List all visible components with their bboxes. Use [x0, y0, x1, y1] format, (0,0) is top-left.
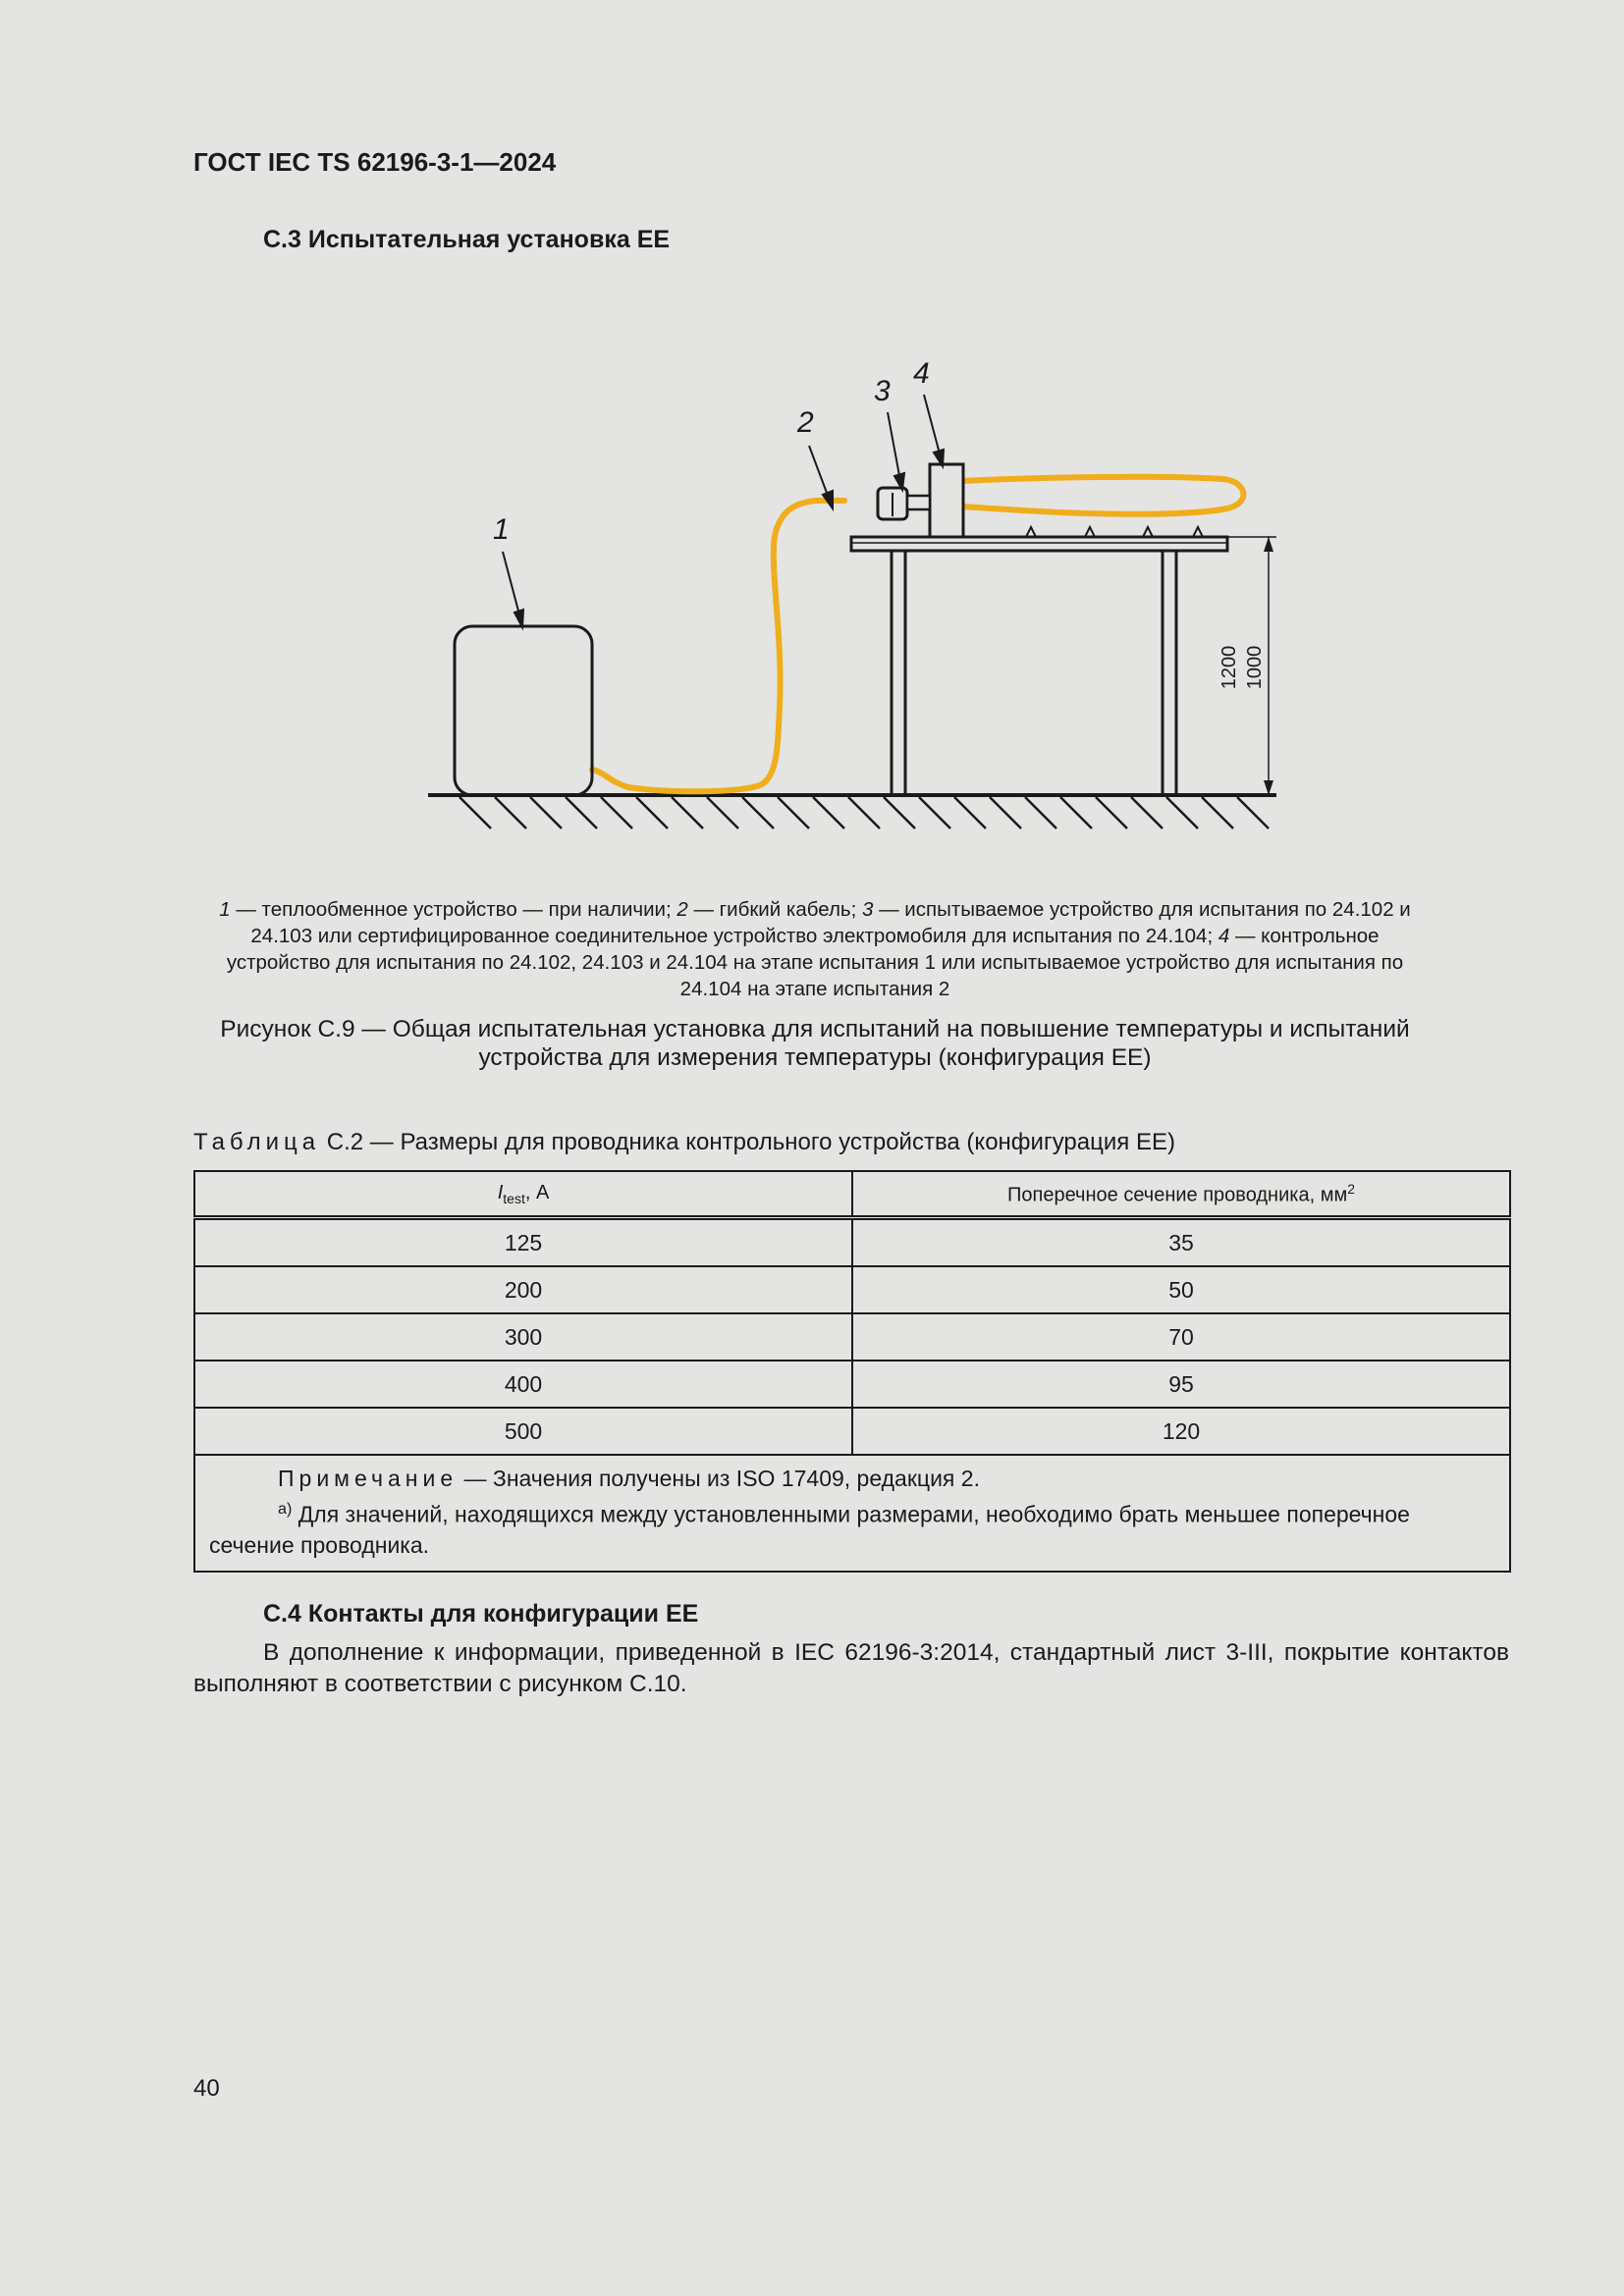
cell-itest: 400 [194, 1361, 852, 1408]
section-c3-title: С.3 Испытательная установка ЕЕ [263, 226, 671, 253]
header-cross-section: Поперечное сечение проводника, $мм^2$ [852, 1171, 1510, 1218]
flexible-cable-loop [962, 477, 1243, 514]
table-header-row [194, 1171, 1510, 1218]
table-leg-left [892, 551, 905, 795]
callout-2: 2 [797, 406, 814, 439]
table-row [194, 1218, 1510, 1267]
control-device [930, 464, 963, 537]
figure-caption: Рисунок С.9 — Общая испытательная установка для испытаний на повышение температуры и испытаний устройства для измерения температуры (конфигурация ЕЕ) [220, 1016, 1410, 1071]
figure-legend: 1 — теплообменное устройство — при наличии; 2 — гибкий кабель; 3 — испытываемое устройство для испытания по 24.102 и 24.103 или сертифицированное соединительное устройство электромобиля для испытания по 24.104; 4 — контрольное устройство для испытания по 24.102, 24.103 и 24.104 на этапе испытания 1 или испытываемое устройство для испытания по 24.104 на этапе испытания 2 [219, 898, 1411, 1000]
header-itest: $I_{test}$, А [194, 1171, 852, 1218]
cell-itest: 125 [194, 1218, 852, 1267]
table-row [194, 1408, 1510, 1455]
cell-section: 50 [852, 1266, 1510, 1313]
table-row [194, 1361, 1510, 1408]
conductor-table [193, 1170, 1511, 1573]
test-setup-figure [412, 334, 1296, 844]
cell-section: 70 [852, 1313, 1510, 1361]
table-top [851, 537, 1227, 551]
document-header: ГОСТ IEC TS 62196-3-1—2024 [193, 147, 557, 177]
section-c4-body: В дополнение к информации, приведенной в IEC 62196-3:2014, стандартный лист 3-III, покрытие контактов выполняют в соответствии с рисунком С.10. [193, 1639, 1509, 1697]
page-number: 40 [193, 2075, 220, 2102]
cell-section: 35 [852, 1218, 1510, 1267]
dimension-arrow-top [1264, 537, 1273, 552]
callout-3: 3 [874, 375, 891, 407]
ground-hatching [460, 797, 1269, 828]
flexible-cable [592, 501, 844, 791]
callout-1: 1 [493, 513, 510, 546]
cell-section: 120 [852, 1408, 1510, 1455]
section-c4-title: С.4 Контакты для конфигурации ЕЕ [263, 1600, 699, 1628]
table-note: Примечание — Значения получены из ISO 17409, редакция 2. $^{a)}$ Для значений, находящихся между установленными размерами, необходимо брать меньшее поперечное сечение проводника. [194, 1455, 1510, 1572]
callout-4: 4 [913, 357, 930, 390]
table-leg-right [1163, 551, 1176, 795]
cell-itest: 200 [194, 1266, 852, 1313]
table-row [194, 1266, 1510, 1313]
dimension-1000: 1000 [1244, 645, 1266, 690]
table-title: Таблица С.2 — Размеры для проводника контрольного устройства (конфигурация ЕЕ) [193, 1129, 1175, 1155]
dimension-1200: 1200 [1218, 645, 1240, 690]
table-row [194, 1313, 1510, 1361]
heat-exchanger-box [455, 626, 592, 795]
cell-itest: 300 [194, 1313, 852, 1361]
cell-itest: 500 [194, 1408, 852, 1455]
dimension-arrow-bottom [1264, 780, 1273, 795]
table-note-row [194, 1455, 1510, 1572]
cell-section: 95 [852, 1361, 1510, 1408]
